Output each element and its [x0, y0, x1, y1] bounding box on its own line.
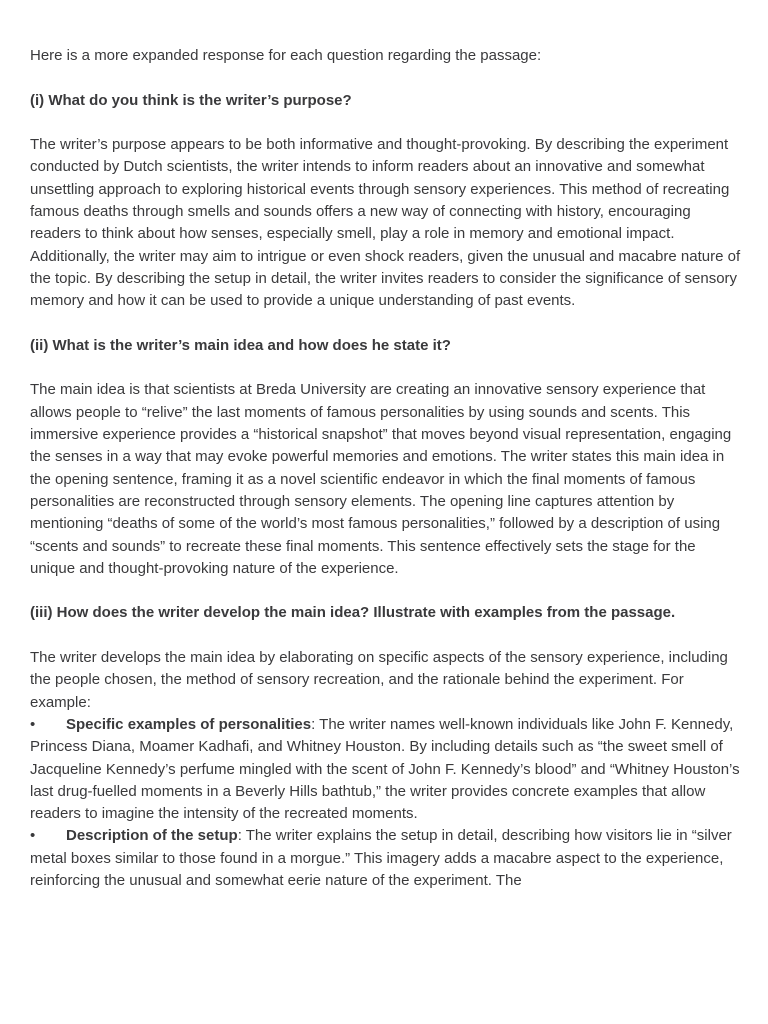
question-1-answer: The writer’s purpose appears to be both informative and thought-provoking. By describing the experiment conducted by Dutch scientists, the writer intends to inform readers about an innovative and somewhat unsettling approach to exploring historical events through sensory experiences. This method of recreating famous deaths through smells and sounds offers a new way of connecting with history, encouraging readers to think about how senses, especially smell, play a role in memory and emotional impact. Additionally, the writer may aim to intrigue or even shock readers, given the unusual and macabre nature of the topic. By describing the setup in detail, the writer invites readers to consider the significance of sensory memory and how it can be used to provide a unique understanding of past events.: [30, 136, 741, 310]
question-3-heading: (iii) How does the writer develop the main idea? Illustrate with examples from the passage.: [30, 604, 676, 622]
question-2-heading: (ii) What is the writer’s main idea and how does he state it?: [30, 336, 451, 354]
bullet-heading: Description of the setup: [66, 827, 238, 845]
bullet-item-personalities: [30, 714, 742, 825]
bullet-text: : The writer explains the setup in detail, describing how visitors lie in “silver metal boxes similar to those found in a morgue.” This imagery adds a macabre aspect to the experience, reinforcing the unusual and somewhat eerie nature of the experiment. The: [30, 827, 732, 889]
intro-text: Here is a more expanded response for each question regarding the passage:: [30, 47, 542, 64]
bullet-dot: •: [30, 827, 36, 845]
bullet-text: : The writer names well-known individuals like John F. Kennedy, Princess Diana, Moamer Kadhafi, and Whitney Houston. By including details such as “the sweet smell of Jacqueline Kennedy’s perfume mingled with the scent of John F. Kennedy’s blood” and “Whitney Houston’s last drug-fuelled moments in a Beverly Hills bathtub,” the writer provides concrete examples that allow readers to imagine the intensity of the recreated moments.: [30, 715, 740, 823]
document-body: [30, 45, 742, 892]
bullet-heading: Specific examples of personalities: [66, 715, 312, 733]
question-2-answer: The main idea is that scientists at Breda University are creating an innovative sensory experience that allows people to “relive” the last moments of famous personalities by using sounds and scents. This immersive experience provides a “historical snapshot” that moves beyond visual representation, engaging the senses in a way that may evoke powerful memories and emotions. The writer states this main idea in the opening sentence, framing it as a novel scientific endeavor in which the final moments of famous personalities are reconstructed through sensory elements. The opening line captures attention by mentioning “deaths of some of the world’s most famous personalities,” followed by a description of using “scents and sounds” to recreate these final moments. This sentence effectively sets the stage for the unique and thought-provoking nature of the experience.: [30, 381, 732, 577]
question-1-heading: (i) What do you think is the writer’s purpose?: [30, 91, 352, 109]
bullet-item-setup: [30, 825, 742, 892]
question-3-answer: The writer develops the main idea by elaborating on specific aspects of the sensory experience, including the people chosen, the method of sensory recreation, and the rationale behind the experiment. For example:: [30, 649, 728, 711]
bullet-dot: •: [30, 715, 36, 733]
